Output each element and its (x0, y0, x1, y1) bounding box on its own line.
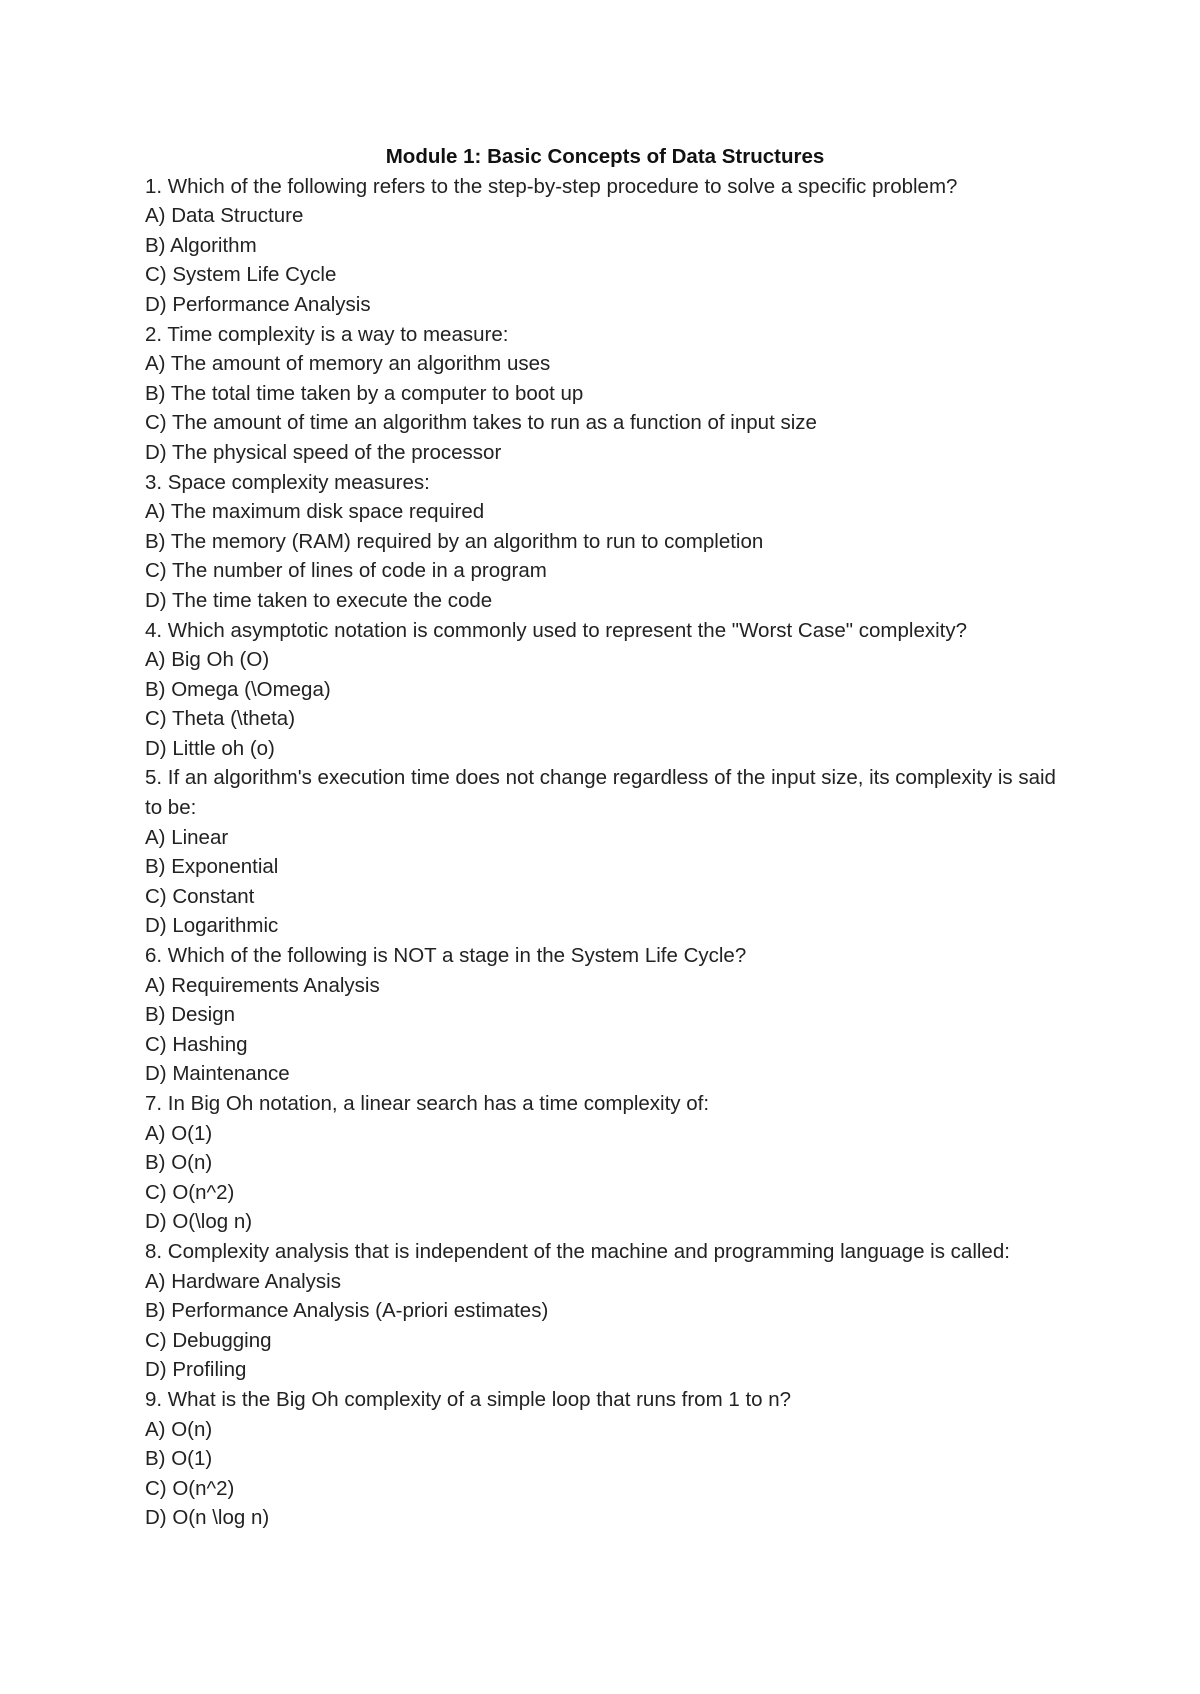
answer-option: D) The time taken to execute the code (145, 588, 493, 612)
answer-option: A) The maximum disk space required (145, 500, 485, 524)
answer-option: B) Exponential (145, 855, 279, 879)
question-4 (145, 616, 1065, 764)
answer-option: C) O(n^2) (145, 1180, 235, 1204)
answer-option: A) O(n) (145, 1417, 213, 1441)
answer-option: D) The physical speed of the processor (145, 440, 502, 464)
question-6 (145, 941, 1065, 1089)
answer-option: D) O(\log n) (145, 1210, 253, 1234)
question-text: 3. Space complexity measures: (145, 470, 430, 494)
question-9 (145, 1385, 1065, 1533)
answer-option: D) Performance Analysis (145, 292, 371, 316)
answer-option: D) Maintenance (145, 1062, 290, 1086)
answer-option: A) Hardware Analysis (145, 1269, 341, 1293)
answer-option: B) Design (145, 1003, 236, 1027)
answer-option: D) O(n \log n) (145, 1506, 270, 1530)
question-8 (145, 1237, 1065, 1385)
answer-option: A) Data Structure (145, 204, 304, 228)
question-text: 5. If an algorithm's execution time does not change regardless of the input size, its complexity is said to be: (145, 766, 1056, 820)
answer-option: A) Big Oh (O) (145, 648, 270, 672)
answer-option: B) O(n) (145, 1151, 213, 1175)
answer-option: C) Theta (\theta) (145, 707, 296, 731)
question-text: 7. In Big Oh notation, a linear search has a time complexity of: (145, 1092, 710, 1115)
question-text: 1. Which of the following refers to the step-by-step procedure to solve a specific problem? (145, 174, 958, 198)
answer-option: C) The number of lines of code in a program (145, 559, 547, 583)
answer-option: C) O(n^2) (145, 1476, 235, 1500)
answer-option: B) The memory (RAM) required by an algorithm to run to completion (145, 529, 764, 553)
answer-option: C) Hashing (145, 1032, 248, 1056)
question-2 (145, 320, 1065, 468)
question-1 (145, 172, 1065, 320)
answer-option: B) The total time taken by a computer to boot up (145, 381, 584, 405)
question-text: 8. Complexity analysis that is independent of the machine and programming language is called: (145, 1239, 1010, 1263)
question-7 (145, 1089, 1065, 1237)
page-title: Module 1: Basic Concepts of Data Structures (385, 145, 825, 168)
answer-option: A) O(1) (145, 1121, 213, 1145)
question-text: 4. Which asymptotic notation is commonly used to represent the "Worst Case" complexity? (145, 618, 967, 642)
answer-option: A) Linear (145, 825, 229, 849)
answer-option: C) System Life Cycle (145, 263, 337, 287)
answer-option: B) Algorithm (145, 233, 257, 257)
answer-option: D) Little oh (o) (145, 736, 275, 760)
question-text: 9. What is the Big Oh complexity of a simple loop that runs from 1 to n? (145, 1387, 792, 1411)
answer-option: D) Profiling (145, 1358, 247, 1382)
answer-option: A) Requirements Analysis (145, 973, 380, 997)
answer-option: C) Debugging (145, 1328, 272, 1352)
answer-option: A) The amount of memory an algorithm uses (145, 352, 551, 376)
question-5 (145, 763, 1065, 941)
answer-option: C) Constant (145, 884, 255, 908)
question-3 (145, 468, 1065, 616)
document-body (145, 142, 1065, 1533)
answer-option: B) O(1) (145, 1447, 213, 1471)
answer-option: B) Omega (\Omega) (145, 677, 331, 701)
answer-option: C) The amount of time an algorithm takes to run as a function of input size (145, 411, 817, 435)
answer-option: D) Logarithmic (145, 914, 279, 938)
answer-option: B) Performance Analysis (A-priori estimates) (145, 1299, 549, 1323)
question-text: 2. Time complexity is a way to measure: (145, 322, 509, 346)
question-text: 6. Which of the following is NOT a stage in the System Life Cycle? (145, 944, 747, 968)
